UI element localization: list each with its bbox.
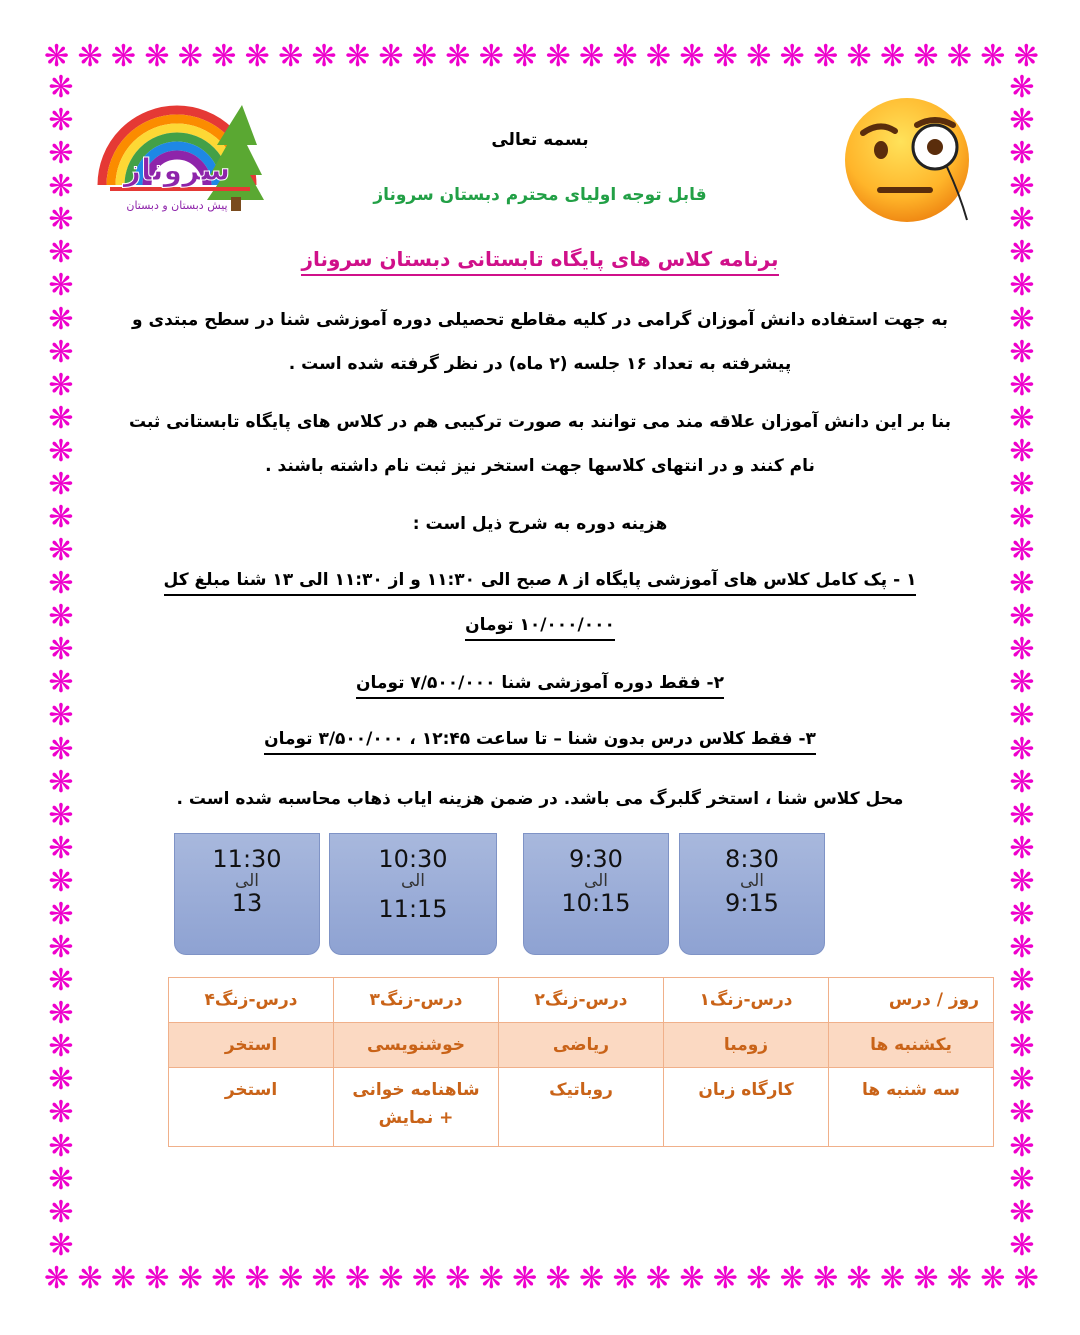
border-star-icon: ❋: [278, 39, 304, 74]
time-slot-start: 11:30: [212, 845, 282, 873]
cost-item-1-line-1: [120, 570, 960, 590]
time-slot-start: 9:30: [569, 845, 623, 873]
border-star-icon: ❋: [645, 1261, 672, 1296]
paragraph-2-line-1: بنا بر این دانش آموزان علاقه مند می توانند به صورت ترکیبی هم در کلاس های پایگاه تابستانی ثبت: [128, 412, 952, 432]
border-star-icon: ❋: [746, 39, 772, 74]
border-star-icon: ❋: [1009, 1095, 1035, 1131]
border-star-icon: ❋: [879, 1261, 906, 1296]
border-star-icon: ❋: [679, 39, 705, 74]
time-slot-start: 8:30: [725, 845, 779, 873]
table-header-row: [169, 978, 994, 1023]
cost-item-1-line-2-text: ۱۰/۰۰۰/۰۰۰ تومان: [465, 615, 615, 641]
border-star-icon: ❋: [1009, 268, 1035, 304]
paragraph-1-line-1: به جهت استفاده دانش آموزان گرامی در کلیه مقاطع تحصیلی دوره آموزشی شنا در سطح مبتدی و: [132, 310, 948, 330]
border-star-icon: ❋: [1009, 367, 1035, 403]
border-star-icon: ❋: [445, 1261, 471, 1296]
border-star-icon: ❋: [48, 764, 74, 800]
border-star-icon: ❋: [144, 39, 170, 74]
border-star-icon: ❋: [110, 1261, 137, 1296]
time-slot-end: 9:15: [725, 889, 779, 917]
border-star-icon: ❋: [48, 996, 74, 1032]
border-star-icon: ❋: [1009, 599, 1035, 635]
border-star-icon: ❋: [1009, 1161, 1035, 1197]
border-star-icon: ❋: [1009, 797, 1035, 833]
border-star-icon: ❋: [44, 39, 70, 74]
border-star-icon: ❋: [48, 830, 74, 866]
border-star-icon: ❋: [1009, 169, 1035, 205]
border-star-icon: ❋: [48, 169, 74, 205]
border-star-icon: ❋: [411, 1261, 437, 1296]
border-star-icon: ❋: [48, 632, 74, 668]
border-star-icon: ❋: [1009, 466, 1035, 502]
border-star-icon: ❋: [679, 1261, 705, 1296]
border-star-icon: ❋: [512, 1261, 538, 1296]
page-heading: بسمه تعالی: [491, 130, 589, 150]
paragraph-1-line-2: پیشرفته به تعداد ۱۶ جلسه (۲ ماه) در نظر گرفته شده است .: [288, 354, 792, 374]
schedule-table: [168, 977, 994, 1147]
border-star-icon: ❋: [913, 39, 939, 74]
border-star-icon: ❋: [946, 1261, 972, 1296]
border-star-icon: ❋: [445, 39, 471, 74]
table-header-cell: درس-زنگ۲: [499, 978, 664, 1023]
table-header-cell: روز / درس: [829, 978, 994, 1023]
border-star-icon: ❋: [344, 1261, 371, 1296]
border-star-icon: ❋: [980, 1261, 1006, 1296]
time-slot-start: 10:30: [378, 845, 448, 873]
border-star-icon: ❋: [545, 39, 571, 74]
border-star-icon: ❋: [48, 433, 74, 469]
border-star-icon: ❋: [344, 39, 371, 74]
table-cell: استخر: [169, 1068, 334, 1147]
cost-item-2-text: ۲- فقط دوره آموزشی شنا ۷/۵۰۰/۰۰۰ تومان: [356, 673, 724, 699]
border-star-icon: ❋: [48, 400, 74, 436]
border-star-icon: ❋: [48, 136, 74, 172]
border-star-icon: ❋: [211, 1261, 237, 1296]
cost-item-3-text: ۳- فقط کلاس درس بدون شنا – تا ساعت ۱۲:۴۵ ، ۳/۵۰۰/۰۰۰ تومان: [264, 729, 816, 755]
border-star-icon: ❋: [1009, 665, 1035, 701]
border-star-icon: ❋: [1009, 1029, 1035, 1065]
border-star-icon: ❋: [1009, 202, 1035, 238]
border-star-icon: ❋: [1009, 433, 1035, 469]
border-star-icon: ❋: [478, 1261, 504, 1296]
border-star-icon: ❋: [712, 39, 738, 74]
border-star-icon: ❋: [311, 1261, 337, 1296]
time-slot-3: [329, 833, 497, 955]
border-star-icon: ❋: [1013, 1261, 1039, 1296]
border-star-icon: ❋: [48, 268, 74, 304]
logo-text: سروناز: [123, 153, 231, 188]
border-star-icon: ❋: [779, 39, 805, 74]
table-cell: ریاضی: [499, 1023, 664, 1068]
cost-item-3: [120, 729, 960, 749]
time-slot-2: [523, 833, 669, 955]
border-star-icon: ❋: [48, 103, 74, 139]
time-slot-end: 11:15: [378, 895, 448, 923]
border-star-icon: ❋: [813, 1261, 839, 1296]
border-star-icon: ❋: [1009, 930, 1035, 966]
border-star-icon: ❋: [612, 1261, 638, 1296]
border-star-icon: ❋: [48, 930, 74, 966]
border-star-icon: ❋: [579, 1261, 605, 1296]
border-star-icon: ❋: [579, 39, 605, 74]
border-star-icon: ❋: [48, 1095, 74, 1131]
border-star-icon: ❋: [48, 1161, 74, 1197]
thinking-emoji-icon: [835, 95, 985, 225]
cost-intro: هزینه دوره به شرح ذیل است :: [412, 514, 668, 534]
border-star-icon: ❋: [1009, 533, 1035, 569]
border-star-icon: ❋: [1009, 1194, 1035, 1230]
border-star-icon: ❋: [48, 70, 74, 105]
border-star-icon: ❋: [48, 1062, 74, 1098]
cost-item-2: [120, 673, 960, 693]
table-cell: زومبا: [664, 1023, 829, 1068]
border-star-icon: ❋: [48, 202, 74, 238]
border-star-icon: ❋: [1009, 632, 1035, 668]
border-star-icon: ❋: [1009, 301, 1035, 337]
border-star-icon: ❋: [244, 39, 270, 74]
border-star-icon: ❋: [1009, 103, 1035, 139]
time-slots: [168, 833, 828, 958]
border-star-icon: ❋: [278, 1261, 304, 1296]
border-star-icon: ❋: [411, 39, 437, 74]
border-star-icon: ❋: [879, 39, 906, 74]
location-note: محل کلاس شنا ، استخر گلبرگ می باشد. در ضمن هزینه ایاب ذهاب محاسبه شده است .: [176, 789, 904, 809]
border-star-icon: ❋: [712, 1261, 738, 1296]
table-row: [169, 1068, 994, 1147]
addressee-line: قابل توجه اولیای محترم دبستان سروناز: [373, 185, 707, 205]
border-star-icon: ❋: [48, 1029, 74, 1065]
time-slot-separator: الی: [739, 871, 765, 891]
border-star-icon: ❋: [1009, 830, 1035, 866]
border-star-icon: ❋: [478, 39, 504, 74]
border-star-icon: ❋: [846, 39, 872, 74]
border-star-icon: ❋: [177, 39, 203, 74]
border-star-icon: ❋: [1009, 1227, 1035, 1263]
table-header-cell: درس-زنگ۱: [664, 978, 829, 1023]
border-star-icon: ❋: [1009, 500, 1035, 536]
border-star-icon: ❋: [177, 1261, 203, 1296]
border-star-icon: ❋: [1009, 863, 1035, 899]
border-star-icon: ❋: [77, 1261, 103, 1296]
border-star-icon: ❋: [378, 39, 404, 74]
table-cell: شاهنامه خوانی + نمایش: [334, 1068, 499, 1147]
time-slot-separator: الی: [400, 871, 426, 891]
border-star-icon: ❋: [48, 367, 74, 403]
table-cell: سه شنبه ها: [829, 1068, 994, 1147]
border-star-icon: ❋: [1009, 70, 1035, 105]
border-star-icon: ❋: [48, 731, 74, 767]
table-cell: کارگاه زبان: [664, 1068, 829, 1147]
border-star-icon: ❋: [645, 39, 672, 74]
cost-item-1-line-2: [120, 615, 960, 635]
border-star-icon: ❋: [48, 896, 74, 932]
border-star-icon: ❋: [144, 1261, 170, 1296]
border-star-icon: ❋: [48, 235, 74, 271]
border-star-icon: ❋: [913, 1261, 939, 1296]
border-star-icon: ❋: [48, 466, 74, 502]
border-star-icon: ❋: [378, 1261, 404, 1296]
border-star-icon: ❋: [1009, 136, 1035, 172]
border-star-icon: ❋: [48, 863, 74, 899]
border-star-icon: ❋: [980, 39, 1006, 74]
time-slot-1: [679, 833, 825, 955]
border-star-icon: ❋: [48, 665, 74, 701]
border-star-icon: ❋: [211, 39, 237, 74]
table-header-cell: درس-زنگ۳: [334, 978, 499, 1023]
time-slot-separator: الی: [583, 871, 609, 891]
border-star-icon: ❋: [48, 599, 74, 635]
top-star-border: [44, 40, 1039, 74]
border-star-icon: ❋: [1013, 39, 1039, 74]
border-star-icon: ❋: [48, 334, 74, 370]
table-cell: خوشنویسی: [334, 1023, 499, 1068]
logo-subtitle: پیش دبستان و دبستان: [126, 199, 228, 212]
border-star-icon: ❋: [44, 1261, 70, 1296]
table-header-cell: درس-زنگ۴: [169, 978, 334, 1023]
table-row: [169, 1023, 994, 1068]
border-star-icon: ❋: [512, 39, 538, 74]
border-star-icon: ❋: [48, 797, 74, 833]
page-title-text: برنامه کلاس های پایگاه تابستانی دبستان سروناز: [301, 247, 778, 276]
border-star-icon: ❋: [813, 39, 839, 74]
border-star-icon: ❋: [1009, 996, 1035, 1032]
border-star-icon: ❋: [612, 39, 638, 74]
border-star-icon: ❋: [110, 39, 137, 74]
time-slot-4: [174, 833, 320, 955]
border-star-icon: ❋: [1009, 1128, 1035, 1164]
border-star-icon: ❋: [48, 1227, 74, 1263]
border-star-icon: ❋: [545, 1261, 571, 1296]
school-logo: [92, 85, 272, 225]
border-star-icon: ❋: [48, 301, 74, 337]
border-star-icon: ❋: [946, 39, 972, 74]
border-star-icon: ❋: [1009, 764, 1035, 800]
border-star-icon: ❋: [1009, 1062, 1035, 1098]
border-star-icon: ❋: [1009, 400, 1035, 436]
border-star-icon: ❋: [48, 1128, 74, 1164]
border-star-icon: ❋: [48, 698, 74, 734]
border-star-icon: ❋: [1009, 731, 1035, 767]
right-star-border: [1005, 72, 1039, 1262]
border-star-icon: ❋: [311, 39, 337, 74]
cost-item-1-line-1-text: ۱ - پک کامل کلاس های آموزشی پایگاه از ۸ صبح الی ۱۱:۳۰ و از ۱۱:۳۰ الی ۱۳ شنا مبلغ کل: [164, 570, 917, 596]
border-star-icon: ❋: [48, 566, 74, 602]
page-title: [300, 247, 780, 271]
table-cell: روباتیک: [499, 1068, 664, 1147]
border-star-icon: ❋: [1009, 698, 1035, 734]
border-star-icon: ❋: [746, 1261, 772, 1296]
table-cell: یکشنبه ها: [829, 1023, 994, 1068]
border-star-icon: ❋: [779, 1261, 805, 1296]
border-star-icon: ❋: [1009, 896, 1035, 932]
time-slot-separator: الی: [234, 871, 260, 891]
border-star-icon: ❋: [48, 1194, 74, 1230]
border-star-icon: ❋: [244, 1261, 270, 1296]
border-star-icon: ❋: [48, 500, 74, 536]
border-star-icon: ❋: [48, 533, 74, 569]
border-star-icon: ❋: [1009, 235, 1035, 271]
time-slot-end: 10:15: [561, 889, 631, 917]
border-star-icon: ❋: [846, 1261, 872, 1296]
border-star-icon: ❋: [1009, 963, 1035, 999]
bottom-star-border: [44, 1262, 1039, 1296]
border-star-icon: ❋: [48, 963, 74, 999]
border-star-icon: ❋: [1009, 566, 1035, 602]
time-slot-end: 13: [231, 889, 263, 917]
border-star-icon: ❋: [77, 39, 103, 74]
paragraph-2-line-2: نام کنند و در انتهای کلاسها جهت استخر نیز ثبت نام داشته باشند .: [265, 456, 815, 476]
border-star-icon: ❋: [1009, 334, 1035, 370]
left-star-border: [44, 72, 78, 1262]
table-cell: استخر: [169, 1023, 334, 1068]
